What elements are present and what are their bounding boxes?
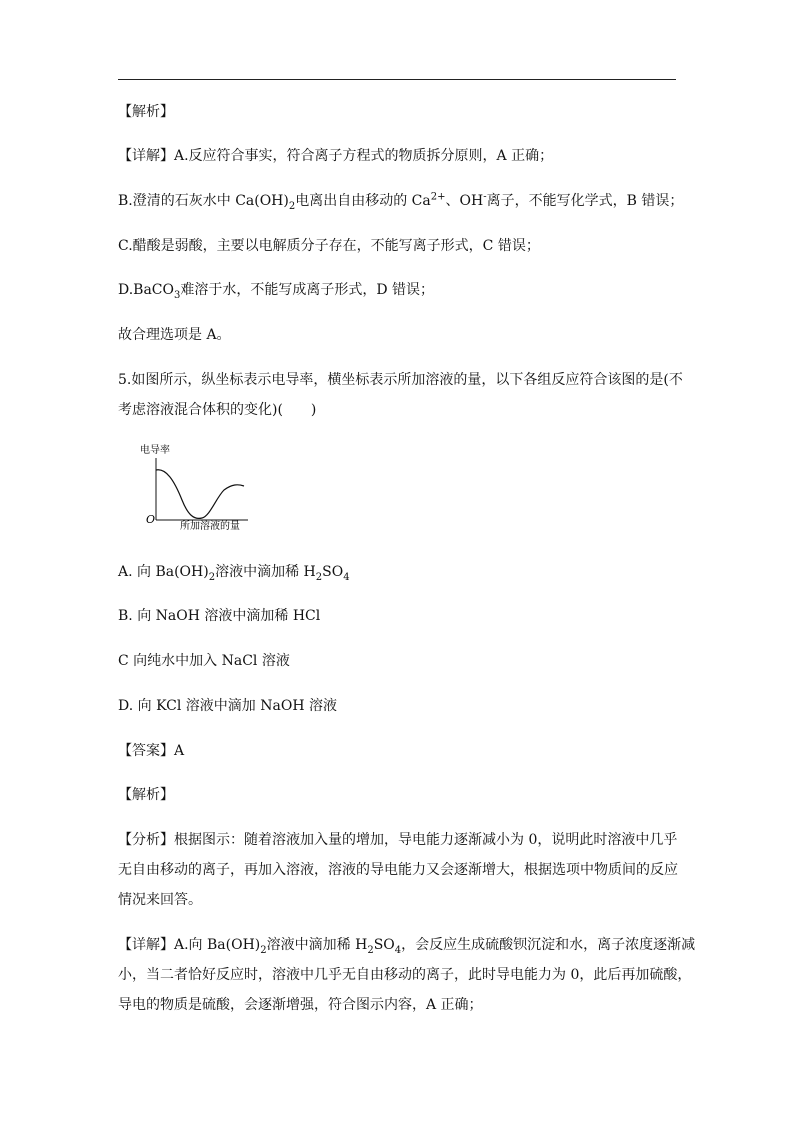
analysis-line-3: 情况来回答。 [118, 892, 202, 908]
subscript: 2 [208, 571, 216, 583]
subscript: 2 [260, 944, 267, 956]
option-d: D. 向 KCl 溶液中滴加 NaOH 溶液 [118, 698, 337, 714]
analysis-line-1 [118, 826, 678, 854]
explanation-b [118, 187, 684, 215]
detail-line-3: 导电的物质是硫酸，会逐渐增强，符合图示内容，A 正确； [118, 997, 483, 1013]
text: A.向 Ba(OH) [174, 937, 261, 953]
section-heading: 【解析】 [118, 104, 174, 120]
answer-tag: 【答案】 [118, 743, 174, 759]
subscript: 2 [315, 571, 323, 583]
conductivity-chart [140, 440, 250, 536]
y-axis-label: 电导率 [140, 445, 170, 456]
text: SO [373, 937, 395, 953]
option-a [118, 558, 678, 586]
option-b: B. 向 NaOH 溶液中滴加稀 HCl [118, 608, 321, 624]
text: 溶液中滴加稀 H [266, 937, 368, 953]
question-line-2: 考虑溶液混合体积的变化)( ) [118, 402, 317, 418]
text: 溶液中滴加稀 H [215, 564, 316, 580]
subscript: 4 [394, 944, 402, 956]
text: 电离出自由移动的 Ca [295, 193, 431, 209]
text: SO [322, 564, 344, 580]
detail-tag: 【详解】 [118, 148, 174, 164]
subscript: 2 [367, 944, 374, 956]
detail-line-2: 小，当二者恰好反应时，溶液中几乎无自由移动的离子，此时导电能力为 0，此后再加硫酸， [118, 967, 692, 983]
text: A. 向 Ba(OH) [118, 564, 209, 580]
conclusion: 故合理选项是 A。 [118, 327, 231, 343]
explanation-c: C.醋酸是弱酸，主要以电解质分子存在，不能写离子形式，C 错误； [118, 238, 540, 254]
answer-value: A [174, 743, 185, 759]
text: 根据图示：随着溶液加入量的增加，导电能力逐渐减小为 0，说明此时溶液中几乎 [174, 832, 678, 848]
answer [118, 737, 678, 765]
text: ，会反应生成硫酸钡沉淀和水，离子浓度逐渐减 [401, 937, 696, 953]
option-c: C 向纯水中加入 NaCl 溶液 [118, 653, 290, 669]
origin-label: O [146, 513, 156, 526]
conductivity-curve [156, 470, 244, 519]
section-heading-2: 【解析】 [118, 787, 174, 803]
detail-line-1 [118, 931, 696, 959]
detail-tag: 【详解】 [118, 937, 174, 953]
superscript: 2+ [430, 191, 446, 203]
text: 离子，不能写化学式，B 错误； [486, 193, 684, 209]
subscript: 4 [343, 571, 350, 583]
text: A.反应符合事实，符合离子方程式的物质拆分原则，A 正确； [174, 148, 554, 164]
analysis-line-2: 无自由移动的离子，再加入溶液，溶液的导电能力又会逐渐增大，根据选项中物质间的反应 [118, 862, 678, 878]
subscript: 2 [288, 200, 296, 212]
x-axis-label: 所加溶液的量 [180, 521, 240, 532]
text: D.BaCO [118, 282, 174, 298]
explanation-d [118, 276, 678, 304]
analysis-tag: 【分析】 [118, 832, 174, 848]
text: B.澄清的石灰水中 Ca(OH) [118, 193, 289, 209]
text: 难溶于水，不能写成离子形式，D 错误； [180, 282, 435, 298]
subscript: 3 [174, 289, 181, 301]
explanation-a [118, 142, 678, 170]
text: 、OH [445, 193, 484, 209]
header-rule [118, 79, 676, 80]
question-line-1: 5.如图所示，纵坐标表示电导率，横坐标表示所加溶液的量，以下各组反应符合该图的是(不 [118, 372, 683, 388]
superscript: - [483, 191, 487, 203]
